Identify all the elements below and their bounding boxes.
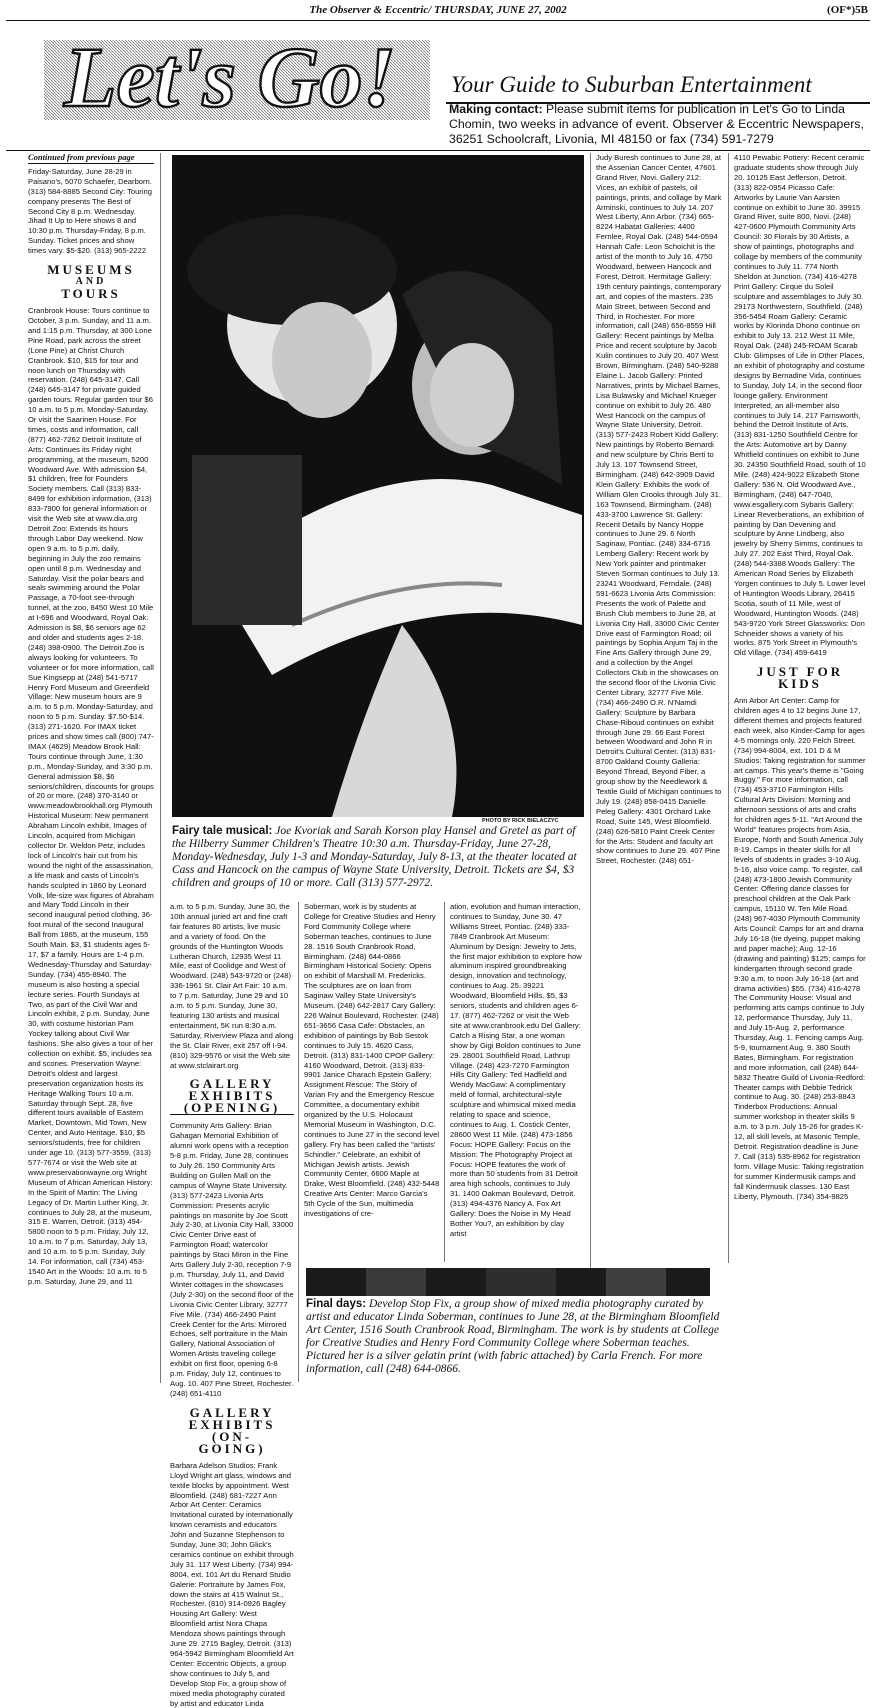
lets-go-logo <box>42 29 432 125</box>
caption-title-2: Final days: <box>306 1298 367 1310</box>
art-fair-listings: a.m. to 5 p.m. Sunday, June 30, the 10th annual juried art and fine craft fair features 80 artists, live music and a variety of food. On the grounds of the Huntington Woods Lutheran Church, 12935 West 11 Mile, east of Coolidge and West of Woodward. (248) 543-9720 or (248) 336-1961 St. Clair Art Fair: 10 a.m. to 7 p.m. Saturday, June 29 and 10 a.m. to 5 p.m. Sunday, June 30, featuring 130 artists and musical entertainment, 5K run 8:30 a.m. Saturday, Riverview Plaza and along the St. Clair River, exit 257 off I-94. (810) 329-9576 or visit the Web site at www.stclairart.org <box>170 902 294 1070</box>
gallery-listings-3: Soberman, work is by students at College for Creative Studies and Henry Ford Community College where Soberman teaches, continues to June 28. 1516 South Cranbrook Road, Birmingham. (248) 644-0866 Birmingham Historical Society: Opens on exhibit of Marshall M. Fredericks. The sculptures are on loan from Saginaw Valley State University's Museum. (248) 642-2817 Cary Gallery: 226 Walnut Boulevard, Rochester. (248) 651-3656 Casa Cafe: Obstacles, an exhibition of paintings by Bob Sestok continues to July 15. 4620 Cass, Detroit. (313) 831-1400 CPOP Gallery: 4160 Woodward, Detroit. (313) 833-9901 Janice Charach Epstein Gallery: Assignment Rescue: The Story of Varian Fry and the Emergency Rescue Committee, a documentary exhibit organized by the U.S. Holocaust Memorial Museum in Washington, D.C. continues to June 27 in the second level gallery. Fry has been called the "artists' Schindler." Celebrate, an exhibit of Michigan Jewish artists. Jewish Community Center, 6600 Maple at Drake, West Bloomfield. (248) 432-5448 Creative Arts Center: Marco Garcia's 5th Cycle of the Sun, multimedia investigations of cre- <box>304 902 440 1219</box>
caption-text-2: Develop Stop Fix, a group show of mixed media photography curated by artist and educator Linda Soberman, continues to June 28, at the Birmingham Bloomfield Art Center, 1516 South Cranbrook Road, Birmingham. The work is by students at College for Creative Studies and Henry Ford Community College where Soberman teaches. Pictured her is a silver gelatin print (with fabric attached) by Carla French. For more information, call (248) 644-0866. <box>306 1298 720 1375</box>
just-for-kids-heading: JUST FOR KIDS <box>756 664 844 692</box>
develop-stop-fix-caption <box>306 1296 726 1386</box>
column-divider <box>728 153 729 1263</box>
museums-tours-heading: MUSEUMS AND TOURS <box>47 262 135 302</box>
column-gallery-3 <box>304 902 440 1262</box>
svg-text:Let's Go!: Let's Go! <box>64 29 397 125</box>
gallery-listings-6: 4110 Pewabic Pottery: Recent ceramic graduate students show through July 20. 10125 East Jefferson, Detroit. (313) 822-0954 Picasso Cafe: Artworks by Laurie Van Aarsten continue on exhibit to June 30. 39915 Grand River, suite 800, Novi. (248) 427-0600 Plymouth Community Arts Council: 30 Florals by 30 Artists, a show of paintings, photographs and collage by members of the community continues to July 11. 774 North Sheldon at Junction. (734) 416-4278 Print Gallery: Cirque du Soleil sculpture and assemblages to July 30. 29173 Northwestern, Southfield. (248) 356-5454 Roam Gallery: Ceramic works by Klorinda Dhono continue on exhibit to July 13. 212 West 11 Mile, Royal Oak. (248) 245-ROAM Scarab Club: Glimpses of Life in Other Places, an exhibit of photography and costume designs by Bernadine Vida, continues to Sunday, July 14, in the second floor lounge gallery. Environment Interpreted, an all-member also continues to July 14. 217 Farnsworth, behind the Detroit Institute of Arts. (313) 831-1250 Southfield Centre for the Arts: Automotive art by Danny Whitfield continues on exhibit to June 30. 24350 Southfield Road, south of 10 Mile. (248) 424-9022 Elizabeth Stone Gallery: 536 N. Old Woodward Ave., Birmingham, (248) 647-7040, www.esgallery.com Sybaris Gallery: Linear Reverberations, an exhibition of painting by Dan Devening and sculpture by Anne Lindberg, also jewelry by Sherry Simms, continues to July 27. 202 East Third, Royal Oak. (248) 544-3388 Woods Gallery: The American Road Series by Elizabeth Yorgen continues to July 5. Lower level of Huntington Woods Library, 26415 Scotia, south of 11 Mile, west of Woodward, Huntington Woods. (248) 543-9720 York Street Glassworks: Don Schneider shows a variety of his works. 875 York Street in Plymouth's Old Village. (734) 459-6419 <box>734 153 866 658</box>
column-gallery-opening <box>170 902 294 1708</box>
gallery-ongoing-listings: Barbara Adelson Studios: Frank Lloyd Wright art glass, windows and textile blocks by appointment. West Bloomfield. (248) 681-7227 Ann Arbor Art Center: Ceramics Invitational curated by internationally known ceramists and educators John and Suzanne Stephenson to Sunday, June 30; John Glick's ceramics continue on exhibit through July 31. 117 West Liberty. (734) 994-8004, ext. 101 Art du Renard Studio Galerie: Portraiture by James Fox, down the stairs at 415 Walnut St., Rochester. (810) 914-0926 Bagley Housing Art Gallery: West Bloomfield artist Nora Chapa Mendoza shows paintings through June 29. 2715 Bagley, Detroit. (313) 964-5942 Birmingham Bloomfield Art Center: Eccentric Objects, a group show continues to July 5, and Develop Stop Fix, a group show of mixed media photography curated by artist and educator Linda <box>170 1460 294 1708</box>
column-divider <box>590 153 591 1383</box>
column-gallery-5 <box>596 153 722 1263</box>
gallery-opening-heading: GALLERY EXHIBITS (OPENING) <box>170 1078 294 1115</box>
column-divider <box>444 902 445 1262</box>
header-line: The Observer & Eccentric/ THURSDAY, JUNE 27, 2002 <box>309 4 567 16</box>
gallery-ongoing-heading: GALLERY EXHIBITS (ON- GOING) <box>188 1404 276 1456</box>
photo-credit: PHOTO BY RICK BIELACZYC <box>482 818 559 824</box>
kids-listings: Ann Arbor Art Center: Camp for children ages 4 to 12 begins June 17, different themes and projects featured each week, also Kinder-Camp for ages 4-5 mornings only. 220 Felch Street. (734) 994-8004, ext. 101 D & M Studios: Taking registration for summer art camps. This year's theme is "Going Buggy." For more information, call (734) 453-3710 Farmington Hills Cultural Arts Division: Morning and afternoon sessions of arts and crafts for children ages 5-11. "Art Around the World" features projects from Asia, Europe, North and South America July 8-19. Camps in theater skills for all levels of students in grades 3-10 Aug. 5-16, also voice camp. To register, call (248) 473-1800 Jewish Community Center: Offering dance classes for preschool children at the Oak Park campus, 15110 W. Ten Mile Road. (248) 967-4030 Plymouth Community Arts Council: Camps for art and drama July 16-18 (tie dyeing, puppet making and paper mache); Aug. 12-16 (drawing and painting) $125; camps for kindergarten through second grade 9:30 a.m. to noon July 16-18 (art and drama activities) $55. (734) 416-4278 The Community House: Visual and performing arts camps continue to July 12, performance Thursday, July 11, and July 15-Aug. 2, performance Thursday, Aug. 1. Fencing camps Aug. 5-9, tournament Aug. 9. 380 South Bates, Birmingham. For registration and more information, call (248) 644-5832 Theatre Guild of Livonia-Redford: Theater camps with Debbie Tedrick continue to Aug. 30. (248) 253-8843 Tinderbox Productions: Annual summer workshop in theater skills 9 a.m. to 3 p.m. July 15-26 for grades K-12, all skill levels, at Masonic Temple, Detroit. Registration deadline is June 7. Call (313) 535-8962 for registration form. Village Music: Taking registration for summer Kindermusik camps and fall Kindermusik classes. 130 East Liberty, Plymouth. (734) 354-9825 <box>734 696 866 1201</box>
column-kids <box>734 153 866 1383</box>
page-header <box>6 4 870 20</box>
column-divider <box>298 902 299 1382</box>
page-number: (OF*)5B <box>827 4 868 16</box>
column-museums <box>28 153 154 1383</box>
banner-rule <box>6 150 870 151</box>
making-contact <box>449 102 873 147</box>
hansel-gretel-caption <box>172 825 584 897</box>
header-rule <box>6 20 870 21</box>
making-contact-title: Making contact: <box>449 102 543 116</box>
gallery-opening-listings: Community Arts Gallery: Brian Gahagan Memorial Exhibition of alumni work opens with a reception 5-8 p.m. Friday, June 28, continues to July 26. 150 Community Arts Building on Gullen Mall on the campus of Wayne State University. (313) 577-2423 Livonia Arts Commission: Presents acrylic paintings on masonite by Joe Scott July 2-30, at Livonia City Hall, 33000 Civic Center Drive east of Farmington Road; watercolor paintings by Staci Miron in the Fine Arts Gallery July 2-30, reception 7-9 p.m. Thursday, July 11, and David Winter cottages in the showcases (July 2-30) on the second floor of the Livonia Civic Center Library, 32777 Five Mile. (734) 466-2490 Paint Creek Center for the Arts: Mirrored Echoes, self portraiture in the Main Gallery, National Association of Women Artists traveling college exhibit on first floor, opening 6-8 p.m. Friday, July 12, continues to Aug. 10. 407 Pine Street, Rochester. (248) 651-4110 <box>170 1121 294 1398</box>
column-gallery-4 <box>450 902 582 1262</box>
lets-go-banner <box>6 29 870 146</box>
gallery-listings-4: ation, evolution and human interaction, continues to Sunday, June 30. 47 Williams Street, Pontiac. (248) 333-7849 Cranbrook Art Museum: Aluminum by Design: Jewelry to Jets, the first major exhibition to explore how aluminum inspired groundbreaking design, innovation and technology, continues to Aug. 25. 39221 Woodward, Bloomfield Hills. $5, $3 seniors, students and children ages 6-17. (877) 462-7262 or visit the Web site at www.cranbrook.edu Del Gallery: Catch a Rising Star, a one woman show by Gigi Boldon continues to June 29. 28001 Southfield Road, Lathrup Village. (248) 423-7270 Farmington Hills City Gallery: Ted Hadfield and Wendy MacGaw: A complimentary meld of formal, architectural-style sculpture and whimsical mixed media relating to space and science, continues to Aug. 1. Costick Center, 28600 West 11 Mile. (248) 473-1856 Focus: HOPE Gallery: Focus on the Mission: The Photography Project at Focus: HOPE features the work of more than 50 students from 31 Detroit area high schools, continues to July 31. 1400 Oakman Boulevard, Detroit. (313) 494-4376 Nancy A. Fox Art Gallery: Does the Noise in My Head Bother You?, an exhibition by clay artist <box>450 902 582 1238</box>
museums-listings: Cranbrook House: Tours continue to October, 3 p.m. Sunday, and 11 a.m. and 1:15 p.m. Thursday, at 300 Lone Pine Road, park across the street (Lone Pine) at Christ Church Cranbrook. $10, $15 for tour and noon lunch on Thursday with reservation. (248) 645-3147. Call (248) 645-3147 for private guided garden tours. Regular garden tour $6 10 a.m. to 5 p.m. Monday-Saturday. Or visit the Saarinen House. For times, costs and information, call (877) 462-7262 Detroit Institute of Arts: Continues its Friday night programming, at the museum, 5200 Woodward Ave. With admission $4, $1 children, free for Founders Society members. Call (313) 833-8499 for exhibition information, (313) 833-7900 for general information or visit the Web site at www.dia.org Detroit Zoo: Extends its hours through Labor Day weekend. Now open 9 a.m. to 5 p.m. daily, beginning in July the zoo remains open until 8 p.m. Wednesday and Saturday. Visit the polar bears and seals swimming around the Polar Passage, a 70-foot see-through tunnel, at the zoo, 8450 West 10 Mile at I-696 and Woodward, Royal Oak. Admission is $8, $6 seniors age 62 and older and students ages 2-18. (248) 398-0900. The Detroit Zoo is always looking for volunteers. To volunteer or for more information, call Sue Kingsepp at (248) 541-5717 Henry Ford Museum and Greenfield Village: New museum hours are 9 a.m. to 5 p.m. Monday-Saturday, and noon to 5 p.m. Sunday. $7.50-$14. (313) 271-1620. For IMAX ticket prices and show times call (800) 747-IMAX (4629) Meadow Brook Hall: Tours continue through June, 1:30 p.m., Monday-Sunday, and 3:30 p.m. General admission $8, $6 seniors/children, discounts for groups of 20 or more. (248) 370-3140 or www.meadowbrookhall.org Plymouth Historical Museum: New permanent Abraham Lincoln exhibit, Images of Lincoln, acquired from Michigan collector Dr. Weldon Petz, includes lock of Lincoln's hair cut from his wound the night of the assassination, a life mask and casts of Lincoln's hands sculpted in 1860 by Leonard Volk, life-size wax figures of Abraham and Mary Todd Lincoln in their second inaugural period clothing, 36-foot mural of the second Inaugural Ball from 1865, at the museum, 155 South Main. $3, $1 students ages 5-17, $7 a family. Hours are 1-4 p.m. Wednesday-Thursday and Saturday-Sunday. (734) 455-8940. The museum is also hosting a special lecture series. Fourth Sundays at Two, as part of the Civil War and Lincoln exhibit, 2 p.m. Sunday, June 30, with costume historian Pam Yockey talking about Civil War fashions. She also gives a tour of her collection on exhibit. $5, includes tea and scones. Preservation Wayne: Detroit's oldest and largest preservation organization hosts its Heritage Walking Tours 10 a.m. Saturday through Sept. 28, five different tours available of Eastern Market, Downtown, Mid Town, New Center, and Auto Heritage. $10, $5 seniors/students, free for children under age 10. (313) 577-3559, (313) 577-7674 or visit the Web site at www.preservationwayne.org Wright Museum of African American History: In the Spirit of Martin: The Living Legacy of Dr. Martin Luther King, Jr. continues to July 28, at the museum, 315 E. Warren, Detroit. (313) 494-5800 noon to 5 p.m. Friday, July 12, 10 a.m. to 7 p.m. Saturday, July 13, and 10 a.m. to 5 p.m. Sunday, July 14. For information, call (734) 453-1540 Art in the Woods: 10 a.m. to 5 p.m. Saturday, June 29, and 11 <box>28 306 154 1286</box>
hansel-gretel-photo <box>172 155 584 817</box>
comedy-listings: Friday-Saturday, June 28-29 in Paisano's, 5070 Schaefer, Dearborn. (313) 584-8885 Second City: Touring company presents The Best of Second City 8 p.m. Wednesday. Jihad It Up to Here shows 8 and 10:30 p.m. Thursday-Friday, 8 p.m. Sunday. Ticket prices and show times vary. $5-$20. (313) 965-2222 <box>28 166 152 256</box>
continued-note: Continued from previous page <box>28 153 154 164</box>
caption-text: Joe Kvoriak and Sarah Korson play Hansel and Gretel as part of the Hilberry Summer Children's Theatre 10:30 a.m. Thursday-Friday, June 27-28, Monday-Wednesday, July 1-3 and Monday-Saturday, July 8-13, at the theater located at Cass and Hancock on the campus of Wayne State University, Detroit. Tickets are $4, $3 children and groups of 10 or more. Call (313) 577-2972. <box>172 825 577 889</box>
tagline: Your Guide to Suburban Entertainment <box>451 72 812 97</box>
caption-title: Fairy tale musical: <box>172 825 273 837</box>
making-contact-text: Please submit items for publication in Let's Go to Linda Chomin, two weeks in advance of event. Observer & Eccentric Newspapers, 36251 Schoolcraft, Livonia, MI 48150 or fax (734) 591-7279 <box>449 102 864 146</box>
gallery-listings-5: Judy Buresh continues to June 28, at the Assenian Cancer Center, 47601 Grand River, Novi. Gallery 212: Vices, an exhibit of pastels, oil paintings, prints, and collage by Mark Arminski, continues to July 14. 207 West Liberty, Ann Arbor. (734) 665-8224 Habatat Galleries: 4400 Fernlee, Royal Oak. (248) 544-0594 Hannah Cafe: Leon Schoichit is the artist of the month to July 16. 4750 Woodward, between Hancock and Forest, Detroit. Hermitage Gallery: 19th century paintings, contemporary art, and copies of the masters. 235 Main Street, between Second and Third, in Rochester. For more information, call (248) 656-8559 Hill Gallery: Recent paintings by Melba Price and recent sculpture by Jacob Kulin continues to July 20. 407 West Brown, Birmingham. (248) 540-9288 Elaine L. Jacob Gallery: Printed Narratives, prints by Michael Barnes, Lisa Bulawsky and Michael Krueger continue on exhibit to July 26. 480 West Hancock on the campus of Wayne State University, Detroit. (313) 577-2423 Robert Kidd Gallery: New paintings by Roberto Bernardi and new sculpture by Chris Berti to July 13. 107 Townsend Street, Birmingham. (248) 642-3909 David Klein Gallery: Exhibits the work of William Glen Crooks through July 31. 163 Townsend, Birmingham. (248) 433-3700 Lawrence St. Gallery: Recent Details by Nancy Hoppe continues to June 29. 6 North Saginaw, Pontiac. (248) 334-6716 Lemberg Gallery: Recent work by New York painter and printmaker Steven Sorman continues to July 13. 23241 Woodward, Ferndale. (248) 591-6623 Livonia Arts Commission: Presents the work of Palette and Brush Club members to June 28, at Livonia City Hall, 33000 Civic Center Drive east of Farmington Road; oil paintings by Sophia Anjum Taj in the Fine Arts Gallery through June 29, and a collection by the Angel Collectors Club in the showcases on the second floor of the Livonia Civic Center Library, 32777 Five Mile. (734) 466-2490 O.R. N'Namdi Gallery: Sculpture by Barbara Chase-Riboud continues on exhibit through June 29. 66 East Forest between Woodward and John R in Detroit's Cultural Center. (313) 831-8700 Oakland County Galleria: Beyond Thread, Beyond Fiber, a group show by the Needlework & Textile Guild of Michigan continues to July 19. (248) 858-0415 Danielle Peleg Gallery: 4301 Orchard Lake Road, Suite 145, West Bloomfield. (248) 626-5810 Paint Creek Center for the Arts: Student and faculty art show continues to June 29. 407 Pine Street, Rochester. (248) 651- <box>596 153 722 866</box>
column-divider <box>160 153 161 1383</box>
